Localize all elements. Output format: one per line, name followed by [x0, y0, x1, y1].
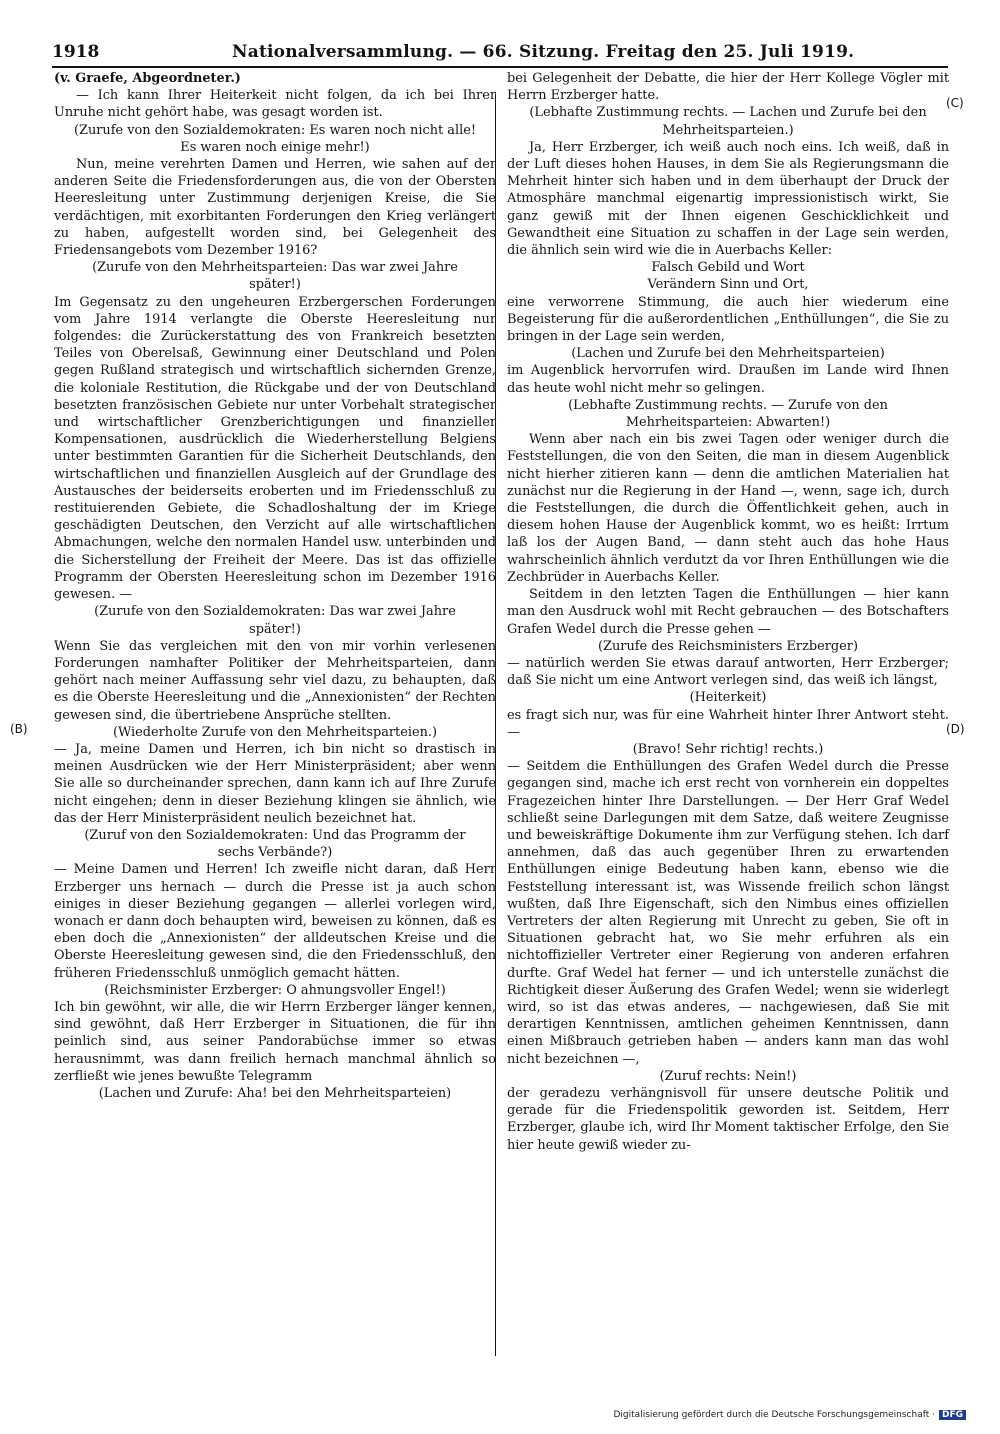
paragraph: bei Gelegenheit der Debatte, die hier der Herr Kollege Vögler mit Herrn Erzberger hatte.	[507, 71, 949, 104]
interjection: (Lachen und Zurufe bei den Mehrheitsparteien)	[571, 346, 885, 362]
interjection: (Lebhafte Zustimmung rechts. — Zurufe von den Mehrheitsparteien: Abwarten!)	[568, 397, 888, 431]
interjection: (Lebhafte Zustimmung rechts. — Lachen und Zurufe bei den Mehrheitsparteien.)	[529, 105, 927, 138]
interjection: (Bravo! Sehr richtig! rechts.)	[632, 741, 824, 757]
interjection: (Zurufe von den Sozialdemokraten: Das war zwei Jahre später!)	[94, 604, 456, 637]
dfg-logo: DFG	[939, 1410, 966, 1420]
paragraph: — natürlich werden Sie etwas darauf antworten, Herr Erzberger; daß Sie nicht um eine Antwort verlegen sind, das weiß ich längst,	[507, 655, 949, 689]
header-rule	[52, 66, 948, 68]
paragraph: Seitdem in den letzten Tagen die Enthüllungen — hier kann man den Ausdruck wohl mit Recht gebrauchen — des Botschafters Grafen Wedel durch die Presse gehen —	[507, 587, 949, 637]
margin-mark-d: (D)	[946, 722, 965, 736]
page-header	[52, 38, 948, 66]
speaker-label: (v. Graefe, Abgeordneter.)	[54, 71, 241, 86]
paragraph: — Ja, meine Damen und Herren, ich bin nicht so drastisch in meinen Ausdrücken wie der Herr Ministerpräsident; aber wenn Sie alle so durcheinander sprechen, dann kann ich auf Ihre Zurufe nicht eingehen; denn in dieser Beziehung klingen sie ähnlich, wie das der Herr Ministerpräsident neulich bezeichnet hat.	[54, 741, 496, 826]
interjection: (Lachen und Zurufe: Aha! bei den Mehrheitsparteien)	[98, 1085, 452, 1101]
paragraph: der geradezu verhängnisvoll für unsere deutsche Politik und gerade für die Friedenspolitik geworden ist. Seitdem, Herr Erzberger, glaube ich, wird Ihr Moment taktischer Erfolge, den Sie hier heute gewiß wieder zu-	[507, 1085, 949, 1153]
interjection: (Wiederholte Zurufe von den Mehrheitsparteien.)	[112, 724, 438, 740]
paragraph: — Meine Damen und Herren! Ich zweifle nicht daran, daß Herr Erzberger uns hernach — durch die Presse ist ja auch schon einiges in dieser Beziehung gegangen — allerlei vorlegen wird, wonach er dann doch behaupten wird, beweisen zu können, daß es eben doch die „Annexionisten“ der alldeutschen Kreise und die Oberste Heeresleitung gewesen sind, die den Friedensschluß, den früheren Friedensschluß unmöglich gemacht hätten.	[54, 862, 496, 981]
paragraph: Wenn aber nach ein bis zwei Tagen oder weniger durch die Feststellungen, die von den Seiten, die man in diesem Augenblick nicht hierher zitieren kann — denn die amtlichen Materialien hat zunächst nur die Regierung in der Hand —, wenn, sage ich, durch die Feststellungen, die durch die Öffentlichkeit gehen, auch in diesem hohen Hause der Augenblick kommt, wo es heißt: Irrtum laß los der Augen Band, — dann steht auch das hohe Haus wahrscheinlich ähnlich verdutzt da vor Ihren Enthüllungen wie die Zechbrüder in Auerbachs Keller.	[507, 432, 949, 585]
paragraph: im Augenblick hervorrufen wird. Draußen im Lande wird Ihnen das heute wohl nicht mehr so gelingen.	[507, 363, 949, 396]
verse-line: Falsch Gebild und Wort	[651, 260, 805, 276]
paragraph: eine verworrene Stimmung, die auch hier wiederum eine Begeisterung für die außerordentlichen „Enthüllungen“, die Sie zu bringen in der Lage sein werden,	[507, 294, 949, 345]
paragraph: — Seitdem die Enthüllungen des Grafen Wedel durch die Presse gegangen sind, mache ich erst recht von vornherein ein doppeltes Fragezeichen hinter Ihre Darstellungen. — Der Herr Graf Wedel schließt seine Darlegungen mit dem Satze, daß weitere Zeugnisse und beweiskräftige Dokumente ihm zur Verfügung stehen. Ich darf annehmen, daß das auch gegenüber Ihren zu erwartenden Enthüllungen einige Bedeutung haben kann, ebenso wie die Feststellung interessant ist, was Wissende freilich schon längst wußten, daß Ihre Eigenschaft, sich den Nimbus eines offiziellen Vertreters der alten Regierung mit Unrecht zu geben, Sie oft in Situationen gebracht hat, wo Sie mehr erfuhren als ein nichtoffizieller Vertreter einer Regierung von anderen erfahren durfte. Graf Wedel hat ferner — und ich unterstelle zunächst die Richtigkeit dieser Äußerung des Grafen Wedel; wenn sie widerlegt wird, so ist das etwas anderes, — nachgewiesen, daß Sie mit derartigen Kenntnissen, amtlichen geheimen Kenntnissen, dann einen Mißbrauch getrieben haben — anders kann man das wohl nicht bezeichnen —,	[507, 759, 949, 1067]
paragraph: Nun, meine verehrten Damen und Herren, wie sahen auf der anderen Seite die Friedensforderungen aus, die von der Obersten Heeresleitung unter Zustimmung derjenigen Kreise, die Sie verdächtigen, mit exorbitanten Forderungen den Krieg verlängert zu haben, aufgestellt worden sind, bei Gelegenheit des Friedensangebots vom Dezember 1916?	[54, 157, 496, 259]
page-number: 1918	[52, 42, 100, 62]
paragraph: Ich bin gewöhnt, wir alle, die wir Herrn Erzberger länger kennen, sind gewöhnt, daß Herr Erzberger in Situationen, die für ihn peinlich sind, aus seiner Pandorabüchse immer so etwas herausnimmt, was dann freilich hernach manchmal ähnlich so zerfließt wie jenes bewußte Telegramm	[54, 999, 496, 1084]
paragraph: es fragt sich nur, was für eine Wahrheit hinter Ihrer Antwort steht. —	[507, 707, 949, 740]
running-title: Nationalversammlung. — 66. Sitzung. Freitag den 25. Juli 1919.	[232, 42, 855, 62]
left-column	[54, 70, 496, 1102]
verse-line: Verändern Sinn und Ort,	[647, 277, 809, 293]
interjection: (Zurufe von den Sozialdemokraten: Es waren noch nicht alle! Es waren noch einige mehr!)	[73, 122, 477, 155]
paragraph: Wenn Sie das vergleichen mit den von mir vorhin verlesenen Forderungen namhafter Politiker der Mehrheitsparteien, dann gehört nach meiner Auffassung sehr viel dazu, zu behaupten, daß es die Oberste Heeresleitung und die „Annexionisten“ der Rechten gewesen sind, die übertriebene Ansprüche stellten.	[54, 638, 496, 723]
interjection: (Zuruf von den Sozialdemokraten: Und das Programm der sechs Verbände?)	[84, 827, 466, 861]
interjection: (Reichsminister Erzberger: O ahnungsvoller Engel!)	[104, 982, 446, 998]
paragraph: Ja, Herr Erzberger, ich weiß auch noch eins. Ich weiß, daß in der Luft dieses hohen Hauses, in dem Sie als Regierungsmann die Mehrheit hinter sich haben und in dem überhaupt der Druck der Atmosphäre manchmal eigenartig impressionistisch wirkt, Sie ganz gewiß mit der Ihnen eigenen Geschicklichkeit und Gewandtheit eine Situation zu schaffen in der Lage sein werden, die ähnlich sein wird wie die in Auerbachs Keller:	[507, 139, 949, 259]
margin-mark-b: (B)	[10, 722, 28, 736]
right-column	[507, 70, 949, 1154]
digitization-credit	[614, 1410, 967, 1420]
margin-mark-c: (C)	[946, 96, 964, 110]
interjection: (Zurufe des Reichsministers Erzberger)	[598, 638, 858, 654]
credit-text: Digitalisierung gefördert durch die Deutsche Forschungsgemeinschaft ·	[613, 1410, 935, 1420]
paragraph: — Ich kann Ihrer Heiterkeit nicht folgen, da ich bei Ihrer Unruhe nicht gehört habe, was gesagt worden ist.	[54, 88, 496, 121]
interjection: (Zuruf rechts: Nein!)	[659, 1068, 797, 1084]
interjection: (Zurufe von den Mehrheitsparteien: Das war zwei Jahre später!)	[92, 260, 458, 293]
paragraph: Im Gegensatz zu den ungeheuren Erzbergerschen Forderungen vom Jahre 1914 verlangte die Oberste Heeresleitung nur folgendes: die Zurückerstattung des von Frankreich besetzten Teiles von Oberelsaß, Gewinnung einer Deutschland und Polen gegen Rußland strategisch und wirtschaftlich sichernden Grenze, die koloniale Restitution, die Rückgabe und der von Deutschland besetzten französischen Gebiete nur unter Vorbehalt strategischer und wirtschaftlicher Grenzberichtigungen und finanzieller Kompensationen, ausdrücklich die Wiederherstellung Belgiens unter bestimmten Garantien für die Sicherheit Deutschlands, den wirtschaftlichen und finanziellen Ausgleich auf der Grundlage des Austausches der beiderseits eroberten und im Friedensschluß zu restituierenden Gebiete, die Schadloshaltung der im Kriege geschädigten Deutschen, den Verzicht auf alle wirtschaftlichen Abmachungen, welche den normalen Handel usw. unterbinden und die Sicherstellung der Freiheit der Meere. Das ist das offizielle Programm der Obersten Heeresleitung schon im Dezember 1916 gewesen. —	[54, 294, 496, 603]
interjection: (Heiterkeit)	[689, 690, 767, 706]
